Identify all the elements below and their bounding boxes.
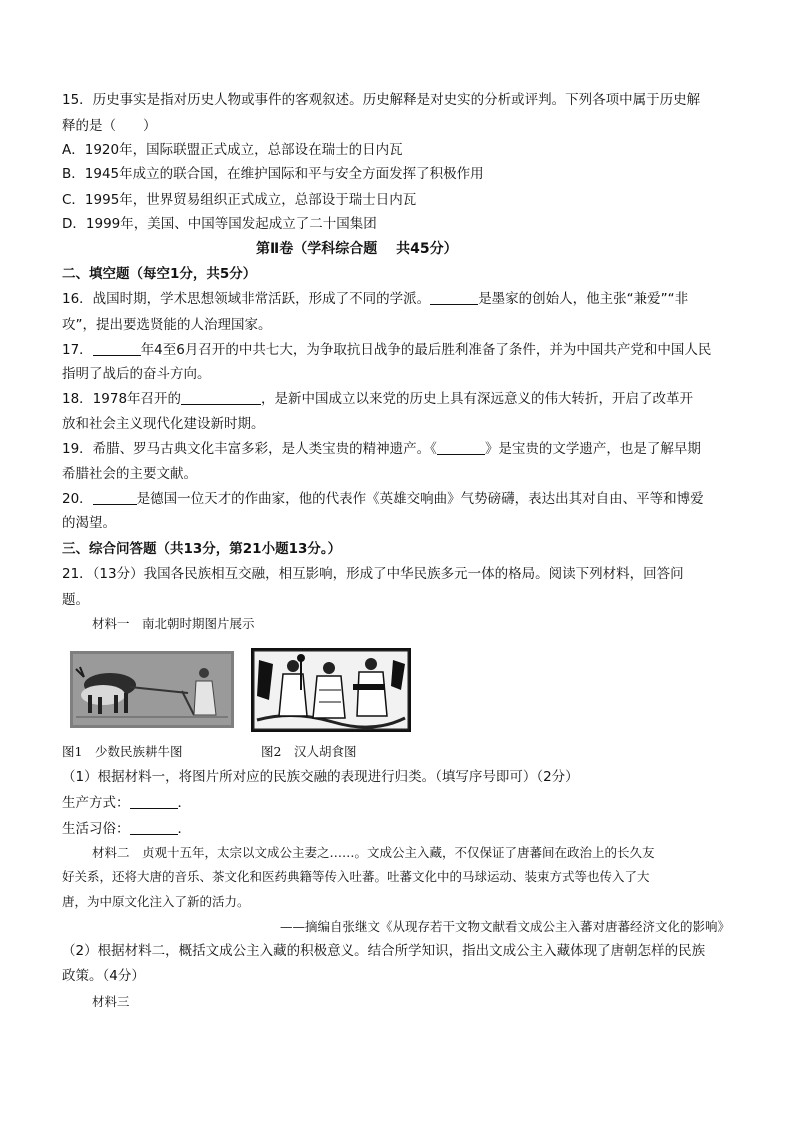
material2-line2: 好关系，还将大唐的音乐、茶文化和医药典籍等传入吐蕃。吐蕃文化中的马球运动、装束方式等也传入了大 <box>62 869 650 884</box>
q21-stem-line2: 题。 <box>62 592 89 608</box>
q17-line2: 指明了战后的奋斗方向。 <box>62 366 211 382</box>
figure1-image <box>70 651 234 728</box>
q21-sub2-line2: 政策。（4分） <box>62 968 145 984</box>
q20-text-b: 是德国一位天才的作曲家，他的代表作《英雄交响曲》气势磅礴，表达出其对自由、平等和博爱 <box>136 491 704 507</box>
q17-line1 <box>62 340 711 360</box>
q18-blank[interactable] <box>181 390 261 405</box>
q18-text-b: ，是新中国成立以来党的历史上具有深远意义的伟大转折，开启了改革开 <box>261 391 694 407</box>
q20-line2: 的渴望。 <box>62 515 116 531</box>
q19-line1 <box>62 439 701 459</box>
q21-stem-line1: 21．（13分）我国各民族相互交融，相互影响，形成了中华民族多元一体的格局。阅读下列材料，回答问 <box>62 566 684 582</box>
q16-line1 <box>62 289 688 309</box>
q19-line2: 希腊社会的主要文献。 <box>62 466 197 482</box>
figure2-caption: 图2 汉人胡食图 <box>261 744 357 759</box>
ox-plowing-illustration <box>70 651 234 728</box>
production-answer-line <box>62 793 191 813</box>
figure2-image <box>251 648 411 732</box>
q17-blank[interactable] <box>93 341 141 356</box>
production-blank[interactable] <box>130 794 178 809</box>
material1-title: 材料一 南北朝时期图片展示 <box>92 616 255 631</box>
q18-line2: 放和社会主义现代化建设新时期。 <box>62 416 265 432</box>
material3-title: 材料三 <box>92 994 130 1009</box>
fill-section-title: 二、填空题（每空1分，共5分） <box>62 266 257 282</box>
q20-text-a: 20． <box>62 491 93 507</box>
han-hu-food-illustration <box>253 650 409 730</box>
q18-text-a: 18．1978年召开的 <box>62 391 182 407</box>
life-answer-line <box>62 819 191 839</box>
production-end: ． <box>177 795 191 811</box>
q15-stem-line1: 15．历史事实是指对历史人物或事件的客观叙述。历史解释是对史实的分析或评判。下列各项中属于历史解 <box>62 92 701 108</box>
q19-text-a: 19．希腊、罗马古典文化丰富多彩，是人类宝贵的精神遗产。《 <box>62 441 437 457</box>
q19-text-b: 》是宝贵的文学遗产，也是了解早期 <box>484 441 701 457</box>
q15-option-b: B．1945年成立的联合国，在维护国际和平与安全方面发挥了积极作用 <box>62 166 484 182</box>
part2-title: 第Ⅱ卷（学科综合题 共45分） <box>256 241 458 257</box>
q16-text-a: 16．战国时期，学术思想领域非常活跃，形成了不同的学派。 <box>62 291 431 307</box>
q20-blank[interactable] <box>93 490 137 505</box>
q16-line2: 攻”，提出要选贤能的人治理国家。 <box>62 317 272 333</box>
essay-section-title: 三、综合问答题（共13分，第21小题13分。） <box>62 541 342 557</box>
production-label: 生产方式： <box>62 795 130 811</box>
q16-text-b: 是墨家的创始人，他主张“兼爱”“非 <box>478 291 689 307</box>
q18-line1 <box>62 389 693 409</box>
life-blank[interactable] <box>130 820 178 835</box>
q15-option-a: A．1920年，国际联盟正式成立，总部设在瑞士的日内瓦 <box>62 142 403 158</box>
life-label: 生活习俗： <box>62 821 130 837</box>
q15-option-c: C．1995年，世界贸易组织正式成立，总部设于瑞士日内瓦 <box>62 192 417 208</box>
q21-sub1: （1）根据材料一，将图片所对应的民族交融的表现进行归类。（填写序号即可）（2分） <box>62 769 579 785</box>
q20-line1 <box>62 489 704 509</box>
material2-source: ——摘编自张继文《从现存若干文物文献看文成公主入蕃对唐蕃经济文化的影响》 <box>279 919 730 934</box>
figure1-caption: 图1 少数民族耕牛图 <box>62 744 183 759</box>
q21-sub2-line1: （2）根据材料二，概括文成公主入藏的积极意义。结合所学知识，指出文成公主入藏体现了唐朝怎样的民族 <box>62 943 706 959</box>
q15-option-d: D．1999年，美国、中国等国发起成立了二十国集团 <box>62 216 377 232</box>
q16-blank[interactable] <box>430 290 478 305</box>
q17-text-a: 17． <box>62 342 93 358</box>
material2-line3: 唐，为中原文化注入了新的活力。 <box>62 894 250 909</box>
q17-text-b: 年4至6月召开的中共七大，为争取抗日战争的最后胜利准备了条件，并为中国共产党和中国人民 <box>140 342 712 358</box>
q15-stem-line2: 释的是（ ） <box>62 118 157 134</box>
life-end: ． <box>177 821 191 837</box>
material2-line1: 材料二 贞观十五年，太宗以文成公主妻之……。文成公主入藏，不仅保证了唐蕃间在政治上的长久友 <box>92 845 655 860</box>
q19-blank[interactable] <box>437 440 485 455</box>
